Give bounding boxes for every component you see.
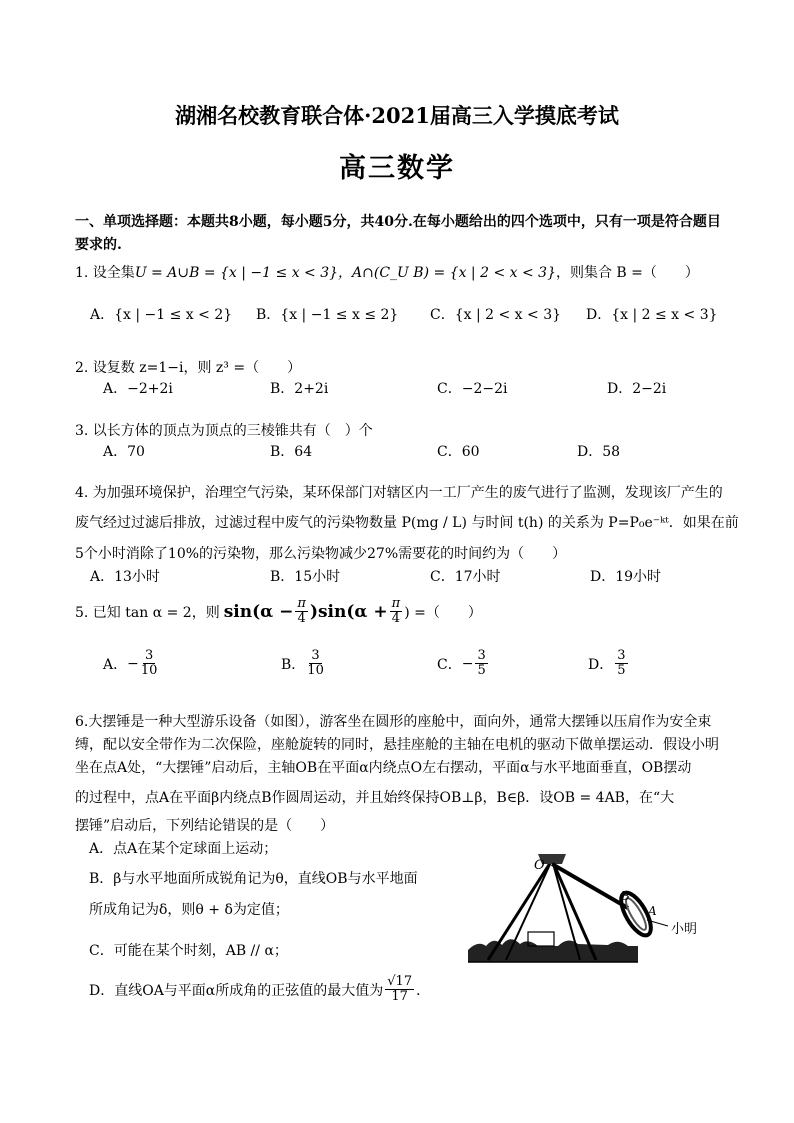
q5-sin-2: )sin(α +: [309, 601, 388, 622]
subject-title: 高三数学: [339, 153, 455, 184]
q1-option-b: B．{x | −1 ≤ x ≤ 2}: [256, 307, 399, 323]
q5-stem: [75, 597, 482, 626]
q6-option-c: C．可能在某个时刻，AB // α；: [89, 943, 288, 959]
q6-option-d: D．直线OA与平面α所成角的正弦值的最大值为 $\frac{√17}{17}$ ．: [89, 974, 431, 1004]
exam-title: 湖湘名校教育联合体·2021届高三入学摸底考试: [175, 103, 619, 128]
q2-option-d: D．2−2i: [607, 381, 667, 397]
q4-line-3: 5个小时消除了10%的污染物，那么污染物减少27%需要花的时间约为（ ）: [75, 546, 567, 562]
sqrt17-over-17: $\frac{√17}{17}$: [387, 974, 413, 1004]
pendulum-ride-figure: [468, 850, 708, 965]
q5-sin-1: sin(α −: [223, 601, 294, 622]
q3-option-a: A．70: [103, 444, 145, 460]
q6-option-b-line-2: 所成角记为δ，则θ + δ为定值；: [89, 902, 289, 918]
figure-label-o: O: [534, 858, 545, 873]
figure-caption-xiaoming: 小明: [671, 922, 698, 937]
q1-stem-b: ，则集合 B =（ ）: [555, 265, 699, 281]
q1-stem-a: 1. 设全集: [75, 265, 135, 281]
q2-option-b: B．2+2i: [270, 381, 329, 397]
q2-option-c: C．−2−2i: [437, 381, 508, 397]
q5-option-a: A． − $\frac{3}{10}$: [103, 648, 158, 678]
q3-option-b: B．64: [270, 444, 313, 460]
q4-option-d: D．19小时: [590, 569, 662, 585]
q1-expr1: U = A∪B = {x | −1 ≤ x < 3}: [134, 265, 339, 281]
q5-option-d: D． $\frac{3}{5}$: [588, 648, 626, 678]
q6-option-b-line-1: B．β与水平地面所成锐角记为θ，直线OB与水平地面: [89, 871, 418, 887]
q5-option-c: C． − $\frac{3}{5}$: [437, 648, 486, 678]
q3-option-d: D．58: [577, 444, 621, 460]
q2-stem: 2. 设复数 z=1−i，则 z³ =（ ）: [75, 360, 302, 376]
q3-stem: 3. 以长方体的顶点为顶点的三棱锥共有（ ）个: [75, 423, 373, 439]
q1-option-a: A．{x | −1 ≤ x < 2}: [90, 307, 233, 323]
q1-option-c: C．{x | 2 < x < 3}: [430, 307, 562, 323]
q4-line-2: 废气经过过滤后排放，过滤过程中废气的污染物数量 P(mg / L) 与时间 t(h) 的关系为 P=P₀e⁻ᵏᵗ．如果在前: [75, 515, 739, 531]
q6-line-1: 6.大摆锤是一种大型游乐设备（如图），游客坐在圆形的座舱中，面向外，通常大摆锤以压肩作为安全束: [75, 714, 712, 730]
figure-label-a: A: [648, 904, 657, 918]
q4-option-a: A．13小时: [90, 569, 160, 585]
q1-expr2: ，A∩(C_U B) = {x | 2 < x < 3}: [338, 265, 556, 281]
q6-line-2: 缚，配以安全带作为二次保险，座舱旋转的同时，悬挂座舱的主轴在电机的驱动下做单摆运动．假设小明: [75, 737, 719, 753]
q2-option-a: A．−2+2i: [103, 381, 173, 397]
q6-line-4: 的过程中，点A在平面β内绕点B作圆周运动，并且始终保持OB⊥β，B∈β．设OB = 4AB，在“大: [75, 790, 675, 806]
q5-option-b: B． $\frac{3}{10}$: [281, 648, 324, 678]
q5-pi-over-4-a: $\frac{\pi}{4}$: [297, 596, 306, 626]
q4-line-1: 4. 为加强环境保护，治理空气污染，某环保部门对辖区内一工厂产生的废气进行了监测，发现该厂产生的: [75, 485, 723, 501]
q1-stem: [75, 262, 699, 282]
q4-option-c: C．17小时: [430, 569, 501, 585]
q6-option-a: A．点A在某个定球面上运动；: [89, 841, 278, 857]
q1-option-d: D．{x | 2 ≤ x < 3}: [586, 307, 718, 323]
q6-line-3: 坐在点A处，“大摆锤”启动后，主轴OB在平面α内绕点O左右摆动，平面α与水平地面垂直，OB摆动: [75, 760, 692, 776]
q4-option-b: B．15小时: [270, 569, 341, 585]
q6-line-5: 摆锤”启动后，下列结论错误的是（ ）: [75, 818, 335, 834]
q5-pi-over-4-b: $\frac{\pi}{4}$: [391, 596, 401, 626]
q5-stem-b: ) =（ ）: [404, 604, 482, 621]
q5-stem-a: 5. 已知 tan α = 2，则: [75, 604, 220, 621]
figure-label-b: B: [621, 889, 630, 903]
section-heading: 一、单项选择题：本题共8小题，每小题5分，共40分.在每小题给出的四个选项中，只有一项是符合题目要求的.: [75, 214, 721, 253]
q3-option-c: C．60: [437, 444, 480, 460]
